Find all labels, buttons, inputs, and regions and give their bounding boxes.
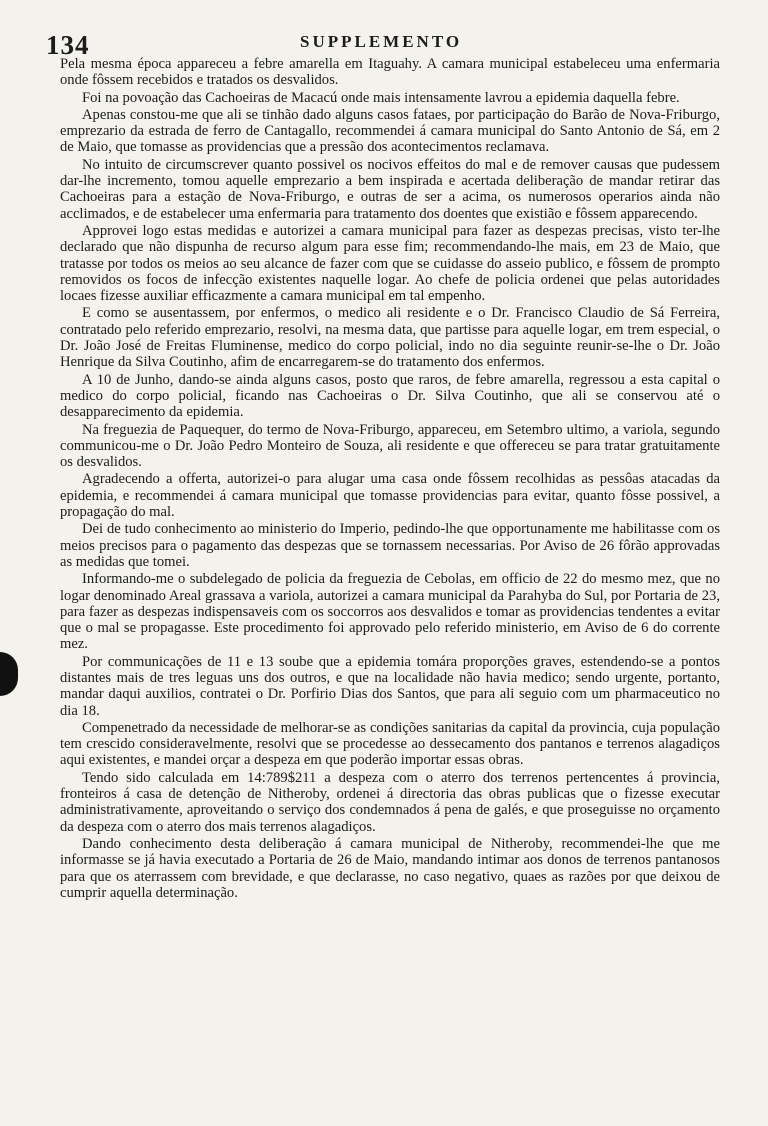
paragraph: Approvei logo estas medidas e autorizei a camara municipal para fazer as despezas precisas, visto ter-lhe declarado que não dispunha de recurso algum para esse fim; recommendando-lhe mais, em 23 de Maio, que tratasse por todos os meios ao seu alcance de fazer com que se cuidasse do asseio publico, e fôssem de prompto removidos os focos de infecção existentes naquelle logar. Ao chefe de policia ordenei que pelas autoridades locaes fizesse auxiliar efficazmente a camara municipal em tal empenho. [60,222,720,305]
paragraph: Dando conhecimento desta deliberação á camara municipal de Nitheroby, recommendei-lhe que me informasse se já havia executado a Portaria de 26 de Maio, mandando intimar aos donos de terrenos pantanosos para que os aterrassem com brevidade, e que declarasse, no caso negativo, quaes as razões por que deixou de cumprir aquella determinação. [60,835,720,901]
paragraph: A 10 de Junho, dando-se ainda alguns casos, posto que raros, de febre amarella, regressou a esta capital o medico do corpo policial, ficando nas Cachoeiras o Dr. Silva Coutinho, que ali se conservou até o desapparecimento da epidemia. [60,371,720,421]
paragraph: Compenetrado da necessidade de melhorar-se as condições sanitarias da capital da provincia, cuja população tem crescido consideravelmente, resolvi que se procedesse ao dessecamento dos pantanos e terrenos alagadiços aqui existentes, e mandei orçar a despeza em que poderão importar essas obras. [60,719,720,769]
paragraph: E como se ausentassem, por enfermos, o medico ali residente e o Dr. Francisco Claudio de Sá Ferreira, contratado pelo referido emprezario, resolvi, na mesma data, que partisse para aquelle logar, em trem especial, o Dr. João José de Freitas Fluminense, medico do corpo policial, indo no dia seguinte reunir-se-lhe o Dr. João Henrique da Silva Coutinho, afim de encarregarem-se do tratamento dos enfermos. [60,305,720,371]
body-text [60,56,720,901]
page-number: 134 [46,30,90,60]
binding-edge-mark [0,652,18,696]
paragraph: Tendo sido calculada em 14:789$211 a despeza com o aterro dos terrenos pertencentes á provincia, fronteiros á casa de detenção de Nitheroby, ordenei á directoria das obras publicas que o fizesse executar administrativamente, aproveitando o serviço dos condemnados á pena de galés, e que proseguisse no orçamento da despeza com o aterro dos mais terrenos alagadiços. [60,769,720,835]
paragraph: Apenas constou-me que ali se tinhão dado alguns casos fataes, por participação do Barão de Nova-Friburgo, emprezario da estrada de ferro de Cantagallo, recommendei á camara municipal do Santo Antonio de Sá, em 2 de Maio, que tomasse as providencias que a pressão dos acontecimentos reclamava. [60,106,720,156]
paragraph: Foi na povoação das Cachoeiras de Macacú onde mais intensamente lavrou a epidemia daquella febre. [82,89,680,106]
paragraph: Agradecendo a offerta, autorizei-o para alugar uma casa onde fôssem recolhidas as pessôas atacadas da epidemia, e recommendei á camara municipal que tomasse providencias para evitar, quanto fôsse possivel, a propagação do mal. [60,471,720,521]
paragraph: Na freguezia de Paquequer, do termo de Nova-Friburgo, appareceu, em Setembro ultimo, a variola, segundo communicou-me o Dr. João Pedro Monteiro de Souza, ali residente e que offereceu se para tratar gratuitamente os desvalidos. [60,421,720,471]
page-header [46,22,720,60]
paragraph: Informando-me o subdelegado de policia da freguezia de Cebolas, em officio de 22 do mesmo mez, que no logar denominado Areal grassava a variola, autorizei a camara municipal da Parahyba do Sul, por Portaria de 23, para fazer as despezas indispensaveis com os soccorros aos desvalidos e tomar as providencias tendentes a evitar que o mal se propagasse. Este procedimento foi approvado pelo referido ministerio, em Aviso de 6 do corrente mez. [60,571,720,653]
document-page [46,22,720,1112]
paragraph: Dei de tudo conhecimento ao ministerio do Imperio, pedindo-lhe que opportunamente me habilitasse com os meios precisos para o pagamento das despezas que se tornassem necessarias. Por Aviso de 26 fôrão approvadas as medidas que tomei. [60,521,720,570]
paragraph: No intuito de circumscrever quanto possivel os nocivos effeitos do mal e de remover causas que pudessem dar-lhe incremento, tomou aquelle emprezario a bem inspirada e acertada deliberação de mandar retirar das Cachoeiras para a estação de Nova-Friburgo, e outras de ser a acima, os numerosos operarios ainda não acclimados, e de estabelecer uma enfermaria para tratamento dos doentes que existião e fôssem apparecendo. [60,156,720,222]
running-head: SUPPLEMENTO [300,32,463,51]
paragraph: Por communicações de 11 e 13 soube que a epidemia tomára proporções graves, estendendo-se a pontos distantes mais de tres leguas uns dos outros, e que na localidade não havia medico; sendo urgente, portanto, mandar daqui auxilios, contratei o Dr. Porfirio Dias dos Santos, que para ali seguio com um pharmaceutico no dia 18. [60,653,720,719]
paragraph: Pela mesma época appareceu a febre amarella em Itaguahy. A camara municipal estabeleceu uma enfermaria onde fôssem recebidos e tratados os desvalidos. [60,56,720,89]
